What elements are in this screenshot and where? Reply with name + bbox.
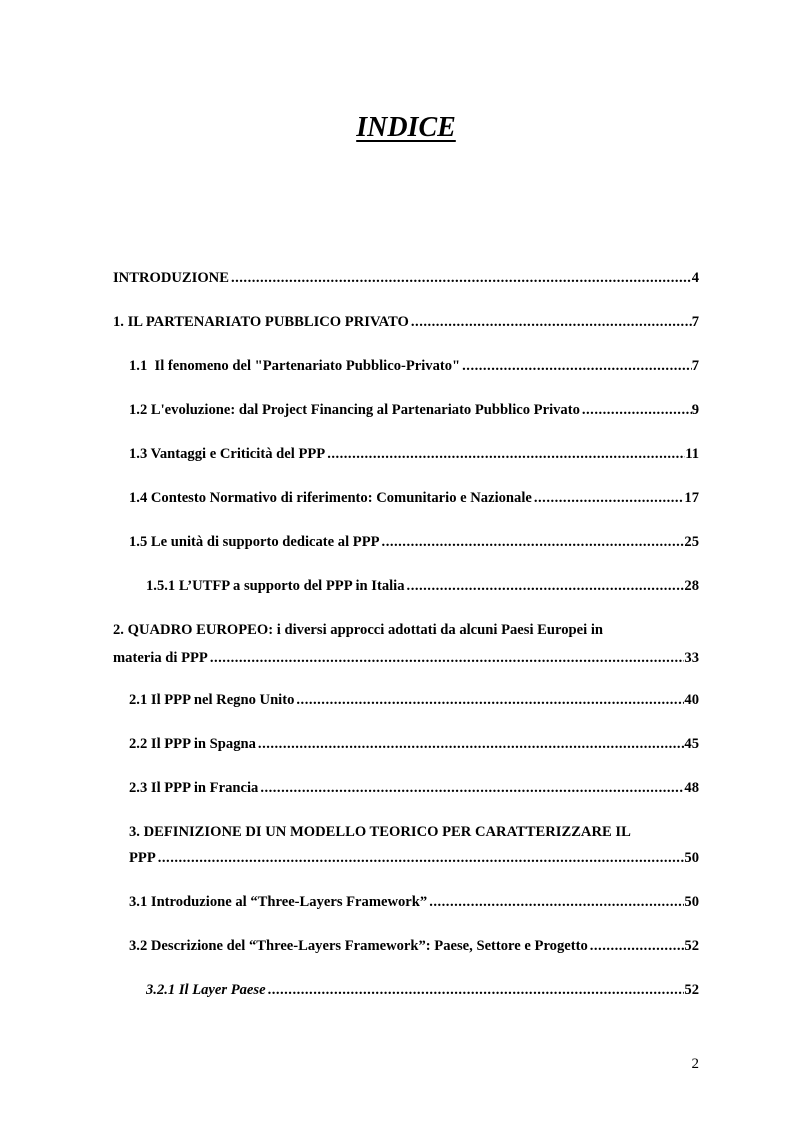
toc-entry-label: 1.4 Contesto Normativo di riferimento: Comunitario e Nazionale (129, 490, 532, 506)
toc-page-number: 50 (684, 894, 699, 910)
toc-entry-1-4[interactable] (129, 490, 699, 514)
toc-page-number: 48 (684, 780, 699, 796)
page-number: 2 (691, 1056, 699, 1072)
toc-entry-2-3[interactable] (129, 780, 699, 804)
toc-entry-label: 2.3 Il PPP in Francia (129, 780, 259, 796)
toc-page-number: 52 (684, 982, 699, 998)
page-title: INDICE (356, 112, 456, 143)
toc-leader-dots (208, 650, 685, 667)
toc-entry-label: 3.2.1 Il Layer Paese (146, 982, 266, 998)
toc-entry-label: 1.3 Vantaggi e Criticità del PPP (129, 446, 326, 462)
toc-entry-label: INTRODUZIONE (113, 270, 229, 286)
toc-entry-introduzione[interactable] (113, 270, 699, 294)
toc-leader-dots (380, 534, 685, 551)
toc-leader-dots (229, 270, 692, 287)
toc-entry-label: 2.1 Il PPP nel Regno Unito (129, 692, 295, 708)
toc-leader-dots (266, 982, 685, 999)
toc-page-number: 7 (691, 314, 699, 330)
toc-leader-dots (325, 446, 685, 463)
toc-entry-3-2[interactable] (129, 938, 699, 962)
toc-leader-dots (460, 358, 692, 375)
toc-leader-dots (588, 938, 685, 955)
toc-entry-2-2[interactable] (129, 736, 699, 760)
toc-entry-2-1[interactable] (129, 692, 699, 716)
toc-leader-dots (580, 402, 692, 419)
toc-entry-label: 1.1 Il fenomeno del "Partenariato Pubblico-Privato" (129, 358, 461, 374)
toc-leader-dots (409, 314, 692, 331)
toc-page-number: 28 (684, 578, 699, 594)
toc-leader-dots (258, 780, 684, 797)
toc-page-number: 9 (691, 402, 699, 418)
toc-leader-dots (256, 736, 684, 753)
toc-entry-3-2-1[interactable] (146, 982, 699, 1006)
toc-entry-1-1[interactable] (129, 358, 699, 382)
toc-page-number: 52 (684, 938, 699, 954)
toc-entry-label: 2.2 Il PPP in Spagna (129, 736, 256, 752)
toc-entry-label: 1.2 L'evoluzione: dal Project Financing al Partenariato Pubblico Privato (129, 402, 580, 418)
toc-page-number: 33 (684, 650, 699, 666)
toc-page-number: 50 (684, 850, 699, 866)
toc-entry-chapter-3[interactable] (129, 850, 699, 874)
toc-page-number: 11 (685, 446, 699, 462)
toc-page-number: 7 (691, 358, 699, 374)
toc-entry-3-1[interactable] (129, 894, 699, 918)
toc-entry-chapter-1[interactable] (113, 314, 699, 338)
toc-entry-1-5[interactable] (129, 534, 699, 558)
toc-entry-label: 3.1 Introduzione al “Three-Layers Framework” (129, 894, 428, 910)
toc-entry-chapter-2-line-1[interactable]: 2. QUADRO EUROPEO: i diversi approcci adottati da alcuni Paesi Europei in (113, 622, 603, 638)
toc-page-number: 4 (691, 270, 699, 286)
toc-leader-dots (405, 578, 685, 595)
toc-entry-label: PPP (129, 850, 156, 866)
toc-page-number: 40 (684, 692, 699, 708)
toc-entry-1-3[interactable] (129, 446, 699, 470)
toc-entry-label: 1.5 Le unità di supporto dedicate al PPP (129, 534, 380, 550)
toc-entry-label: 1. IL PARTENARIATO PUBBLICO PRIVATO (113, 314, 409, 330)
toc-entry-chapter-2[interactable] (113, 650, 699, 674)
toc-leader-dots (294, 692, 684, 709)
toc-page-number: 45 (684, 736, 699, 752)
toc-entry-1-2[interactable] (129, 402, 699, 426)
toc-entry-label: 1.5.1 L’UTFP a supporto del PPP in Italia (146, 578, 405, 594)
toc-entry-chapter-3-line-1[interactable]: 3. DEFINIZIONE DI UN MODELLO TEORICO PER CARATTERIZZARE IL (129, 824, 631, 840)
toc-leader-dots (427, 894, 684, 911)
toc-page-number: 25 (684, 534, 699, 550)
toc-page-number: 17 (684, 490, 699, 506)
toc-entry-label: materia di PPP (113, 650, 208, 666)
toc-leader-dots (532, 490, 685, 507)
toc-entry-1-5-1[interactable] (146, 578, 699, 602)
toc-entry-label: 3.2 Descrizione del “Three-Layers Framework”: Paese, Settore e Progetto (129, 938, 588, 954)
toc-leader-dots (156, 850, 685, 867)
